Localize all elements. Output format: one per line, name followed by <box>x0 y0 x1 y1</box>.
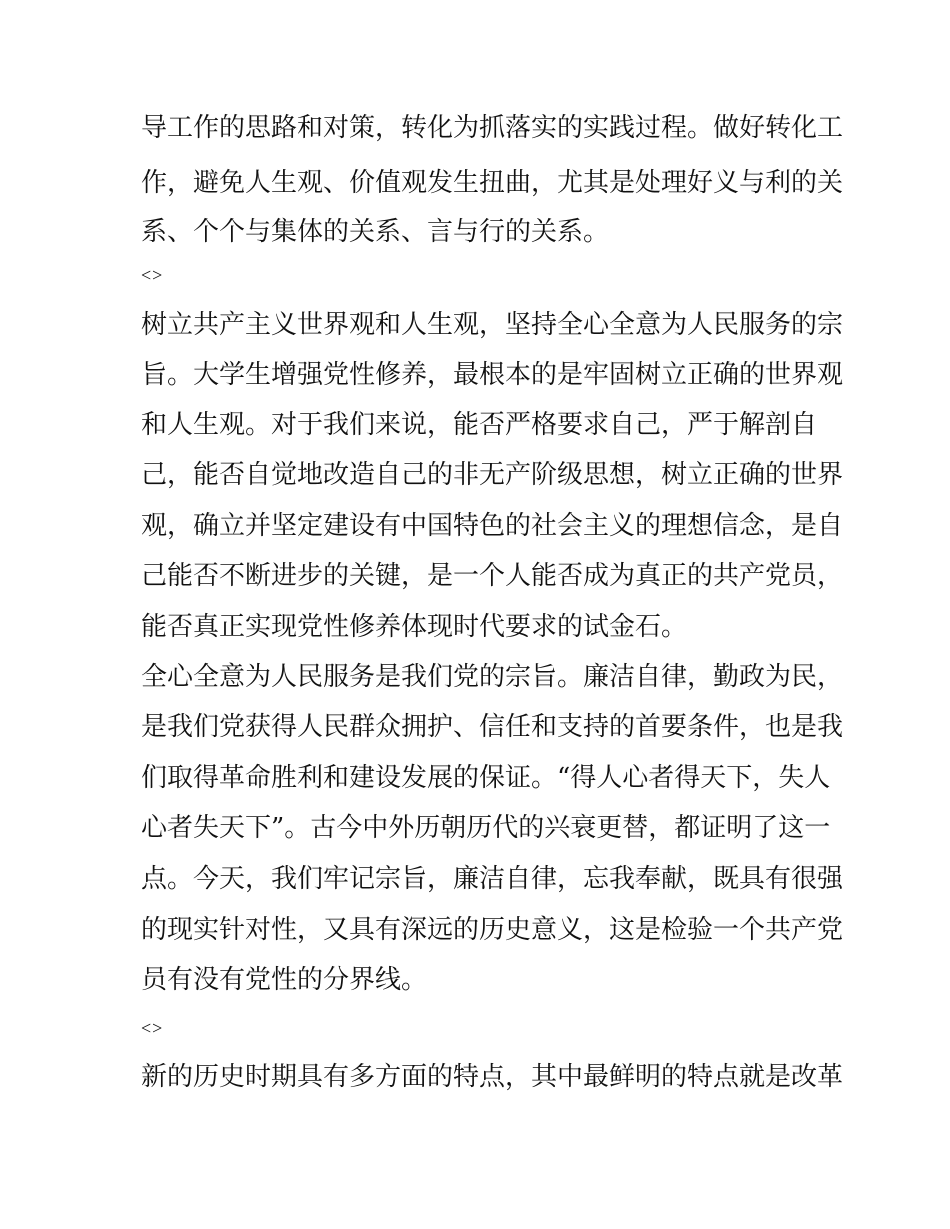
text-line: 作，避免人生观、价值观发生扭曲，尤其是处理好义与利的关 <box>141 168 844 198</box>
text-line: 是我们党获得人民群众拥护、信任和支持的首要条件，也是我 <box>141 712 844 742</box>
text-line: 全心全意为人民服务是我们党的宗旨。廉洁自律，勤政为民， <box>141 662 844 692</box>
text-line: 和人生观。对于我们来说，能否严格要求自己，严于解剖自 <box>141 410 818 440</box>
text-line: 员有没有党性的分界线。 <box>141 965 428 995</box>
text-line: 新的历史时期具有多方面的特点，其中最鲜明的特点就是改革 <box>141 1062 844 1092</box>
text-line: 系、个个与集体的关系、言与行的关系。 <box>141 217 610 247</box>
text-line: 们取得革命胜利和建设发展的保证。“得人心者得天下，失人 <box>141 763 831 793</box>
text-line: 心者失天下”。古今中外历朝历代的兴衰更替，都证明了这一 <box>141 813 831 843</box>
text-line: 己能否不断进步的关键，是一个人能否成为真正的共产党员， <box>141 561 844 591</box>
text-line: 己，能否自觉地改造自己的非无产阶级思想，树立正确的世界 <box>141 460 844 490</box>
text-line: 点。今天，我们牢记宗旨，廉洁自律，忘我奉献，既具有很强 <box>141 864 844 894</box>
separator-marker: <> <box>141 1018 164 1038</box>
text-line: 导工作的思路和对策，转化为抓落实的实践过程。做好转化工 <box>141 113 844 143</box>
text-line: 观，确立并坚定建设有中国特色的社会主义的理想信念，是自 <box>141 511 844 541</box>
text-line: 旨。大学生增强党性修养，最根本的是牢固树立正确的世界观 <box>141 360 844 390</box>
text-line: 的现实针对性，又具有深远的历史意义，这是检验一个共产党 <box>141 915 844 945</box>
text-line: 能否真正实现党性修养体现时代要求的试金石。 <box>141 612 688 642</box>
text-line: 树立共产主义世界观和人生观，坚持全心全意为人民服务的宗 <box>141 310 844 340</box>
separator-marker: <> <box>141 265 164 285</box>
